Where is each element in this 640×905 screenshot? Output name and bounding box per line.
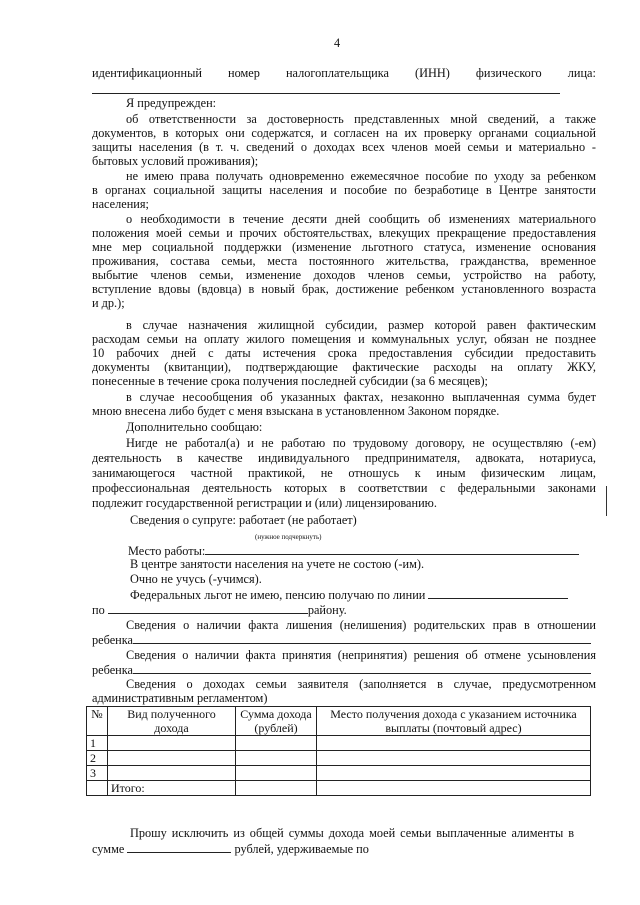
warn1-line-2: документов, в которых они содержатся, и согласен на их проверку органами социальной: [92, 126, 596, 140]
adoption-child-row: [92, 662, 591, 677]
inn-word-5: физического: [475, 66, 542, 80]
income-amount-cell[interactable]: [236, 751, 317, 766]
workplace-row: [128, 543, 579, 558]
rubles-label: рублей, удерживаемые по: [234, 842, 369, 856]
income-amount-cell[interactable]: [236, 766, 317, 781]
employment-line-1: Нигде не работал(а) и не работаю по трудовому договору, не осуществляю (-ем): [126, 436, 596, 450]
warn3-line-6: вступление вдовы (вдовца) в новый брак, достижение ребенком установленного возраста: [92, 282, 596, 296]
benefits-label: Федеральных льгот не имею, пенсию получаю по линии: [130, 588, 426, 602]
income-type-cell[interactable]: [108, 766, 236, 781]
total-source-cell[interactable]: [317, 781, 591, 796]
sum-label: сумме: [92, 842, 125, 856]
warn1-line-1: об ответственности за достоверность представленных мной сведений, а также: [126, 112, 596, 126]
header-income-type: Вид полученного дохода: [108, 707, 236, 736]
row-number: 2: [87, 751, 108, 766]
warn4-line-2: расходам семьи на оплату жилого помещения и коммунальных услуг, обязан не позднее: [92, 332, 596, 346]
warn3-line-7: и др.);: [92, 296, 125, 310]
table-row: [87, 766, 591, 781]
alimony-sum-field[interactable]: [127, 841, 231, 853]
warn3-line-3: мне мер социальной поддержки (изменение льготного статуса, изменение основания: [92, 240, 596, 254]
margin-mark: [606, 486, 607, 516]
parental-child-row: [92, 632, 591, 647]
inn-word-6: лица:: [567, 66, 596, 80]
inn-word-1: идентификационный: [92, 66, 202, 80]
table-total-row: [87, 781, 591, 796]
adoption: Сведения о наличии факта принятия (непринятия) решения об отмене усыновления: [126, 648, 596, 662]
workplace-label: Место работы:: [128, 544, 206, 558]
employment-center: В центре занятости населения на учете не состою (-им).: [130, 557, 425, 571]
warn2-line-2: в органах социальной защиты населения и пособие по безработице в Центре занятости: [92, 183, 596, 197]
employment-line-5: подлежит государственной регистрации и (или) лицензированию.: [92, 496, 437, 510]
warn4-line-5: понесенные в течение срока получения последней субсидии (за 6 месяцев);: [92, 374, 488, 388]
income-type-cell[interactable]: [108, 751, 236, 766]
income-amount-cell[interactable]: [236, 736, 317, 751]
total-amount-cell[interactable]: [236, 781, 317, 796]
header-number: №: [87, 707, 108, 736]
inn-word-3: налогоплательщика: [285, 66, 389, 80]
warn3-line-2: положения моей семьи и прочих обстоятельствах, влекущих прекращение предоставления: [92, 226, 596, 240]
workplace-field[interactable]: [205, 543, 579, 555]
table-row: [87, 736, 591, 751]
row-number: 1: [87, 736, 108, 751]
income-source-cell[interactable]: [317, 736, 591, 751]
child-label-1: ребенка: [92, 633, 133, 647]
warned-heading: Я предупрежден:: [126, 96, 217, 110]
warn4-line-3: 10 рабочих дней с даты истечения срока предоставления субсидии предоставить: [92, 346, 596, 360]
parental-rights: Сведения о наличии факта лишения (нелишения) родительских прав в отношении: [126, 618, 596, 632]
income-type-cell[interactable]: [108, 736, 236, 751]
adoption-child-field[interactable]: [133, 662, 591, 674]
warn2-line-1: не имею права получать одновременно ежемесячное пособие по уходу за ребенком: [126, 169, 596, 183]
income-source-cell[interactable]: [317, 766, 591, 781]
child-label-2: ребенка: [92, 663, 133, 677]
spouse-info: Сведения о супруге: работает (не работает): [130, 513, 357, 527]
income-intro-2: административным регламентом): [92, 691, 268, 705]
income-intro-1: Сведения о доходах семьи заявителя (заполняется в случае, предусмотренном: [126, 677, 596, 691]
warn3-line-4: проживания, состава семьи, места постоянного жительства, гражданства, временное: [92, 254, 596, 268]
warn4-line-4: документы (квитанции), подтверждающие фактические расходы на оплату ЖКУ,: [92, 360, 596, 374]
header-income-source: Место получения дохода с указанием источника выплаты (почтовый адрес): [317, 707, 591, 736]
page-number: 4: [334, 36, 341, 50]
inn-word-4: (ИНН): [415, 66, 450, 80]
inn-line: [92, 66, 596, 80]
header-income-amount: Сумма дохода (рублей): [236, 707, 317, 736]
parental-child-field[interactable]: [133, 632, 591, 644]
income-source-cell[interactable]: [317, 751, 591, 766]
benefits-row: [130, 587, 568, 602]
table-header-row: [87, 707, 591, 736]
underline-note: (нужное подчеркнуть): [255, 533, 322, 541]
warn1-line-3: защиты населения (в т. ч. сведений о доходах всех членов моей семьи и материально -: [92, 140, 596, 154]
district-field[interactable]: [108, 602, 308, 614]
warn1-line-4: бытовых условий проживания);: [92, 154, 259, 168]
employment-line-3: занимающегося частной практикой, не отношусь к иным физическим лицам,: [92, 466, 596, 480]
warn2-line-3: населения;: [92, 197, 149, 211]
employment-line-2: деятельность в качестве индивидуального предпринимателя, адвоката, нотариуса,: [92, 451, 596, 465]
warn3-line-1: о необходимости в течение десяти дней сообщить об изменениях материального: [126, 212, 596, 226]
row-number: 3: [87, 766, 108, 781]
alimony-line: Прошу исключить из общей суммы дохода моей семьи выплаченные алименты в: [130, 826, 574, 840]
po-label: по: [92, 603, 105, 617]
alimony-sum-row: [92, 841, 369, 856]
district-row: [92, 602, 347, 617]
inn-word-2: номер: [228, 66, 260, 80]
pension-line-field[interactable]: [428, 587, 568, 599]
income-table: [86, 706, 591, 796]
total-label: Итого:: [108, 781, 236, 796]
total-empty-cell: [87, 781, 108, 796]
warn4-line-1: в случае назначения жилищной субсидии, размер которой равен фактическим: [126, 318, 596, 332]
warn5-line-1: в случае несообщения об указанных фактах, незаконно выплаченная сумма будет: [126, 390, 596, 404]
warn5-line-2: мною внесена либо будет с меня взыскана в установленном Законом порядке.: [92, 404, 500, 418]
warn3-line-5: выбытие членов семьи, изменение доходов членов семьи, устройство на работу,: [92, 268, 596, 282]
table-row: [87, 751, 591, 766]
inn-blank[interactable]: [92, 82, 560, 94]
study: Очно не учусь (-учимся).: [130, 572, 262, 586]
additionally-heading: Дополнительно сообщаю:: [126, 420, 263, 434]
employment-line-4: профессиональная деятельность которых в соответствии с федеральными законами: [92, 481, 596, 495]
district-label: району.: [307, 603, 347, 617]
